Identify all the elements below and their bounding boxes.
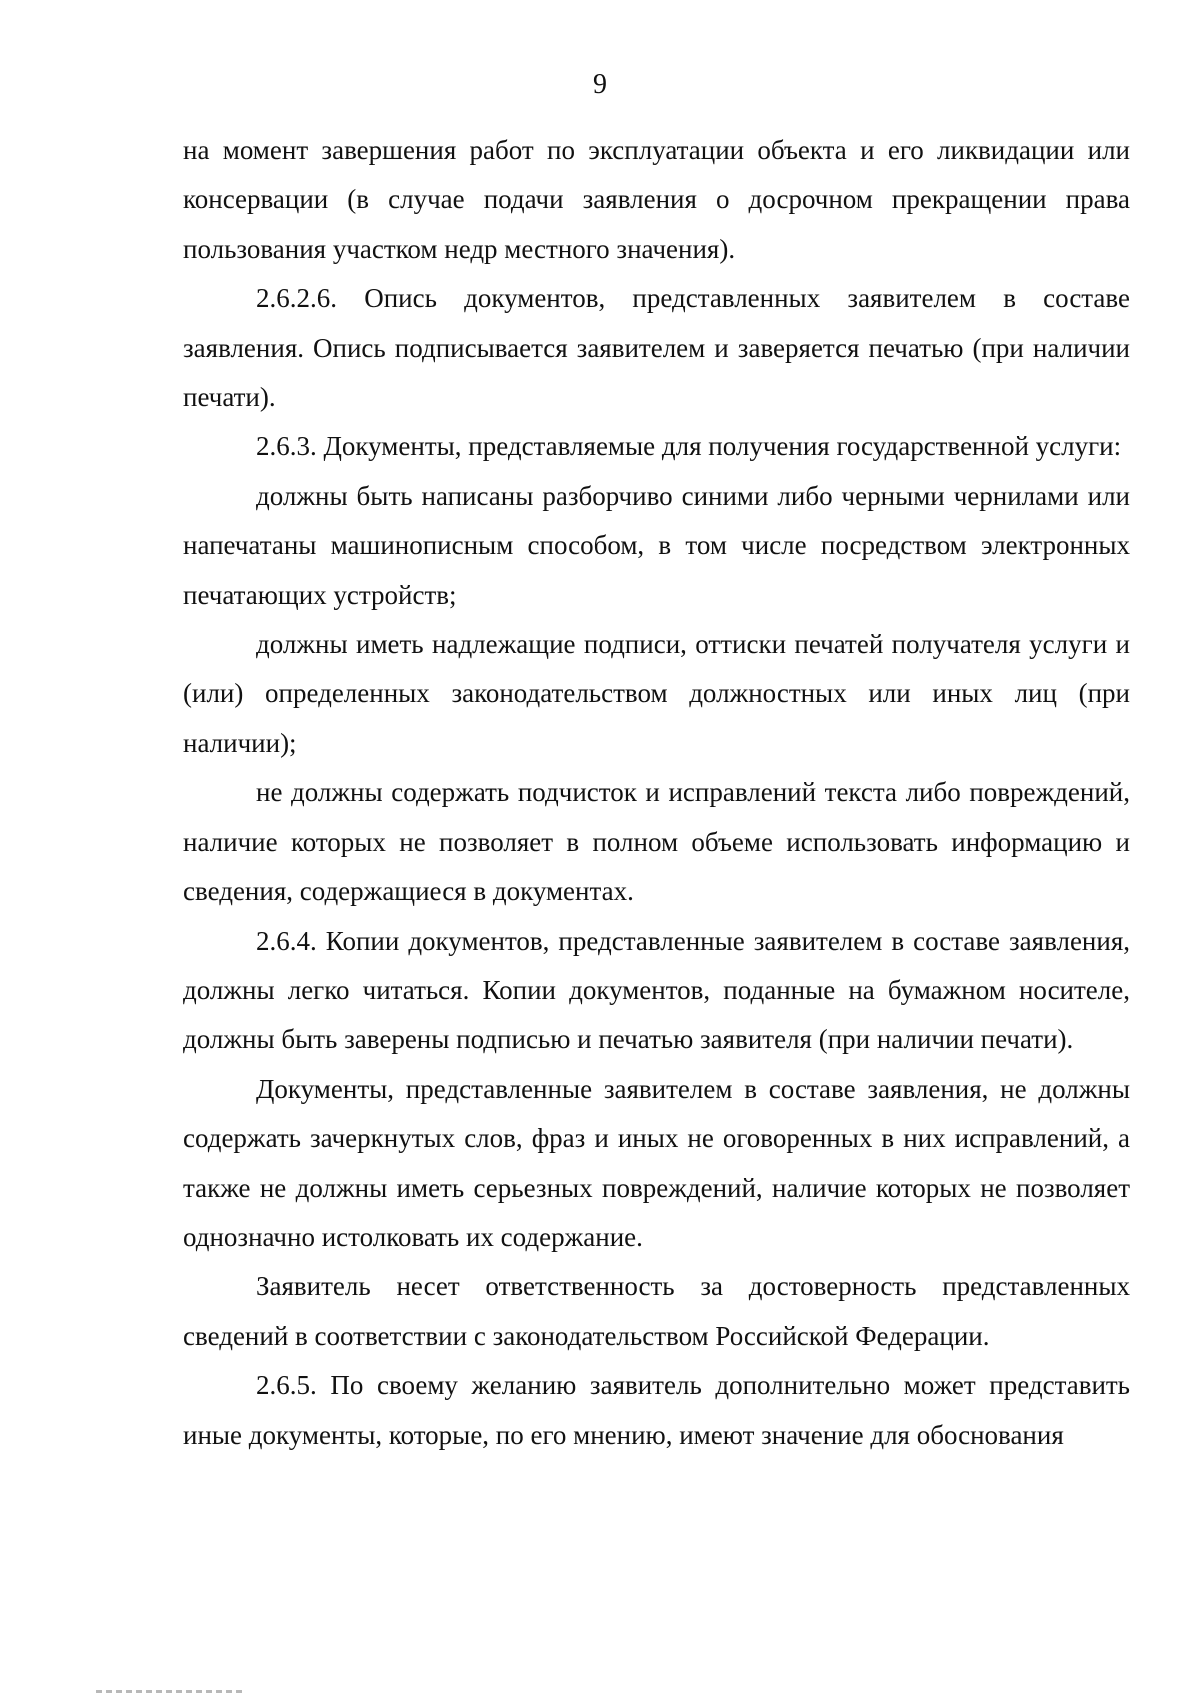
paragraph-9: Заявитель несет ответственность за достоверность представленных сведений в соответствии с законодательством Российской Федерации. [183, 1271, 1130, 1351]
document-body [183, 126, 1130, 1460]
page-number: 9 [593, 69, 607, 100]
paragraph-2: 2.6.2.6. Опись документов, представленных заявителем в составе заявления. Опись подписывается заявителем и заверяется печатью (при наличии печати). [183, 283, 1130, 413]
paragraph-10: 2.6.5. По своему желанию заявитель дополнительно может представить иные документы, которые, по его мнению, имеют значение для обоснования [183, 1370, 1130, 1450]
paragraph-7: 2.6.4. Копии документов, представленные заявителем в составе заявления, должны легко читаться. Копии документов, поданные на бумажном носителе, должны быть заверены подписью и печатью заявителя (при наличии печати). [183, 925, 1130, 1055]
paragraph-3: 2.6.3. Документы, представляемые для получения государственной услуги: [256, 431, 1122, 462]
paragraph-8: Документы, представленные заявителем в составе заявления, не должны содержать зачеркнутых слов, фраз и иных не оговоренных в них исправлений, а также не должны иметь серьезных повреждений, наличие которых не позволяет однозначно истолковать их содержание. [183, 1073, 1130, 1252]
paragraph-1: на момент завершения работ по эксплуатации объекта и его ликвидации или консервации (в случае подачи заявления о досрочном прекращении права пользования участком недр местного значения). [183, 135, 1130, 264]
paragraph-6: не должны содержать подчисток и исправлений текста либо повреждений, наличие которых не позволяет в полном объеме использовать информацию и сведения, содержащиеся в документах. [183, 777, 1130, 907]
paragraph-5: должны иметь надлежащие подписи, оттиски печатей получателя услуги и (или) определенных законодательством должностных или иных лиц (при наличии); [183, 629, 1130, 758]
scan-artifact [96, 1690, 246, 1693]
paragraph-4: должны быть написаны разборчиво синими либо черными чернилами или напечатаны машинописным способом, в том числе посредством электронных печатающих устройств; [183, 480, 1130, 610]
